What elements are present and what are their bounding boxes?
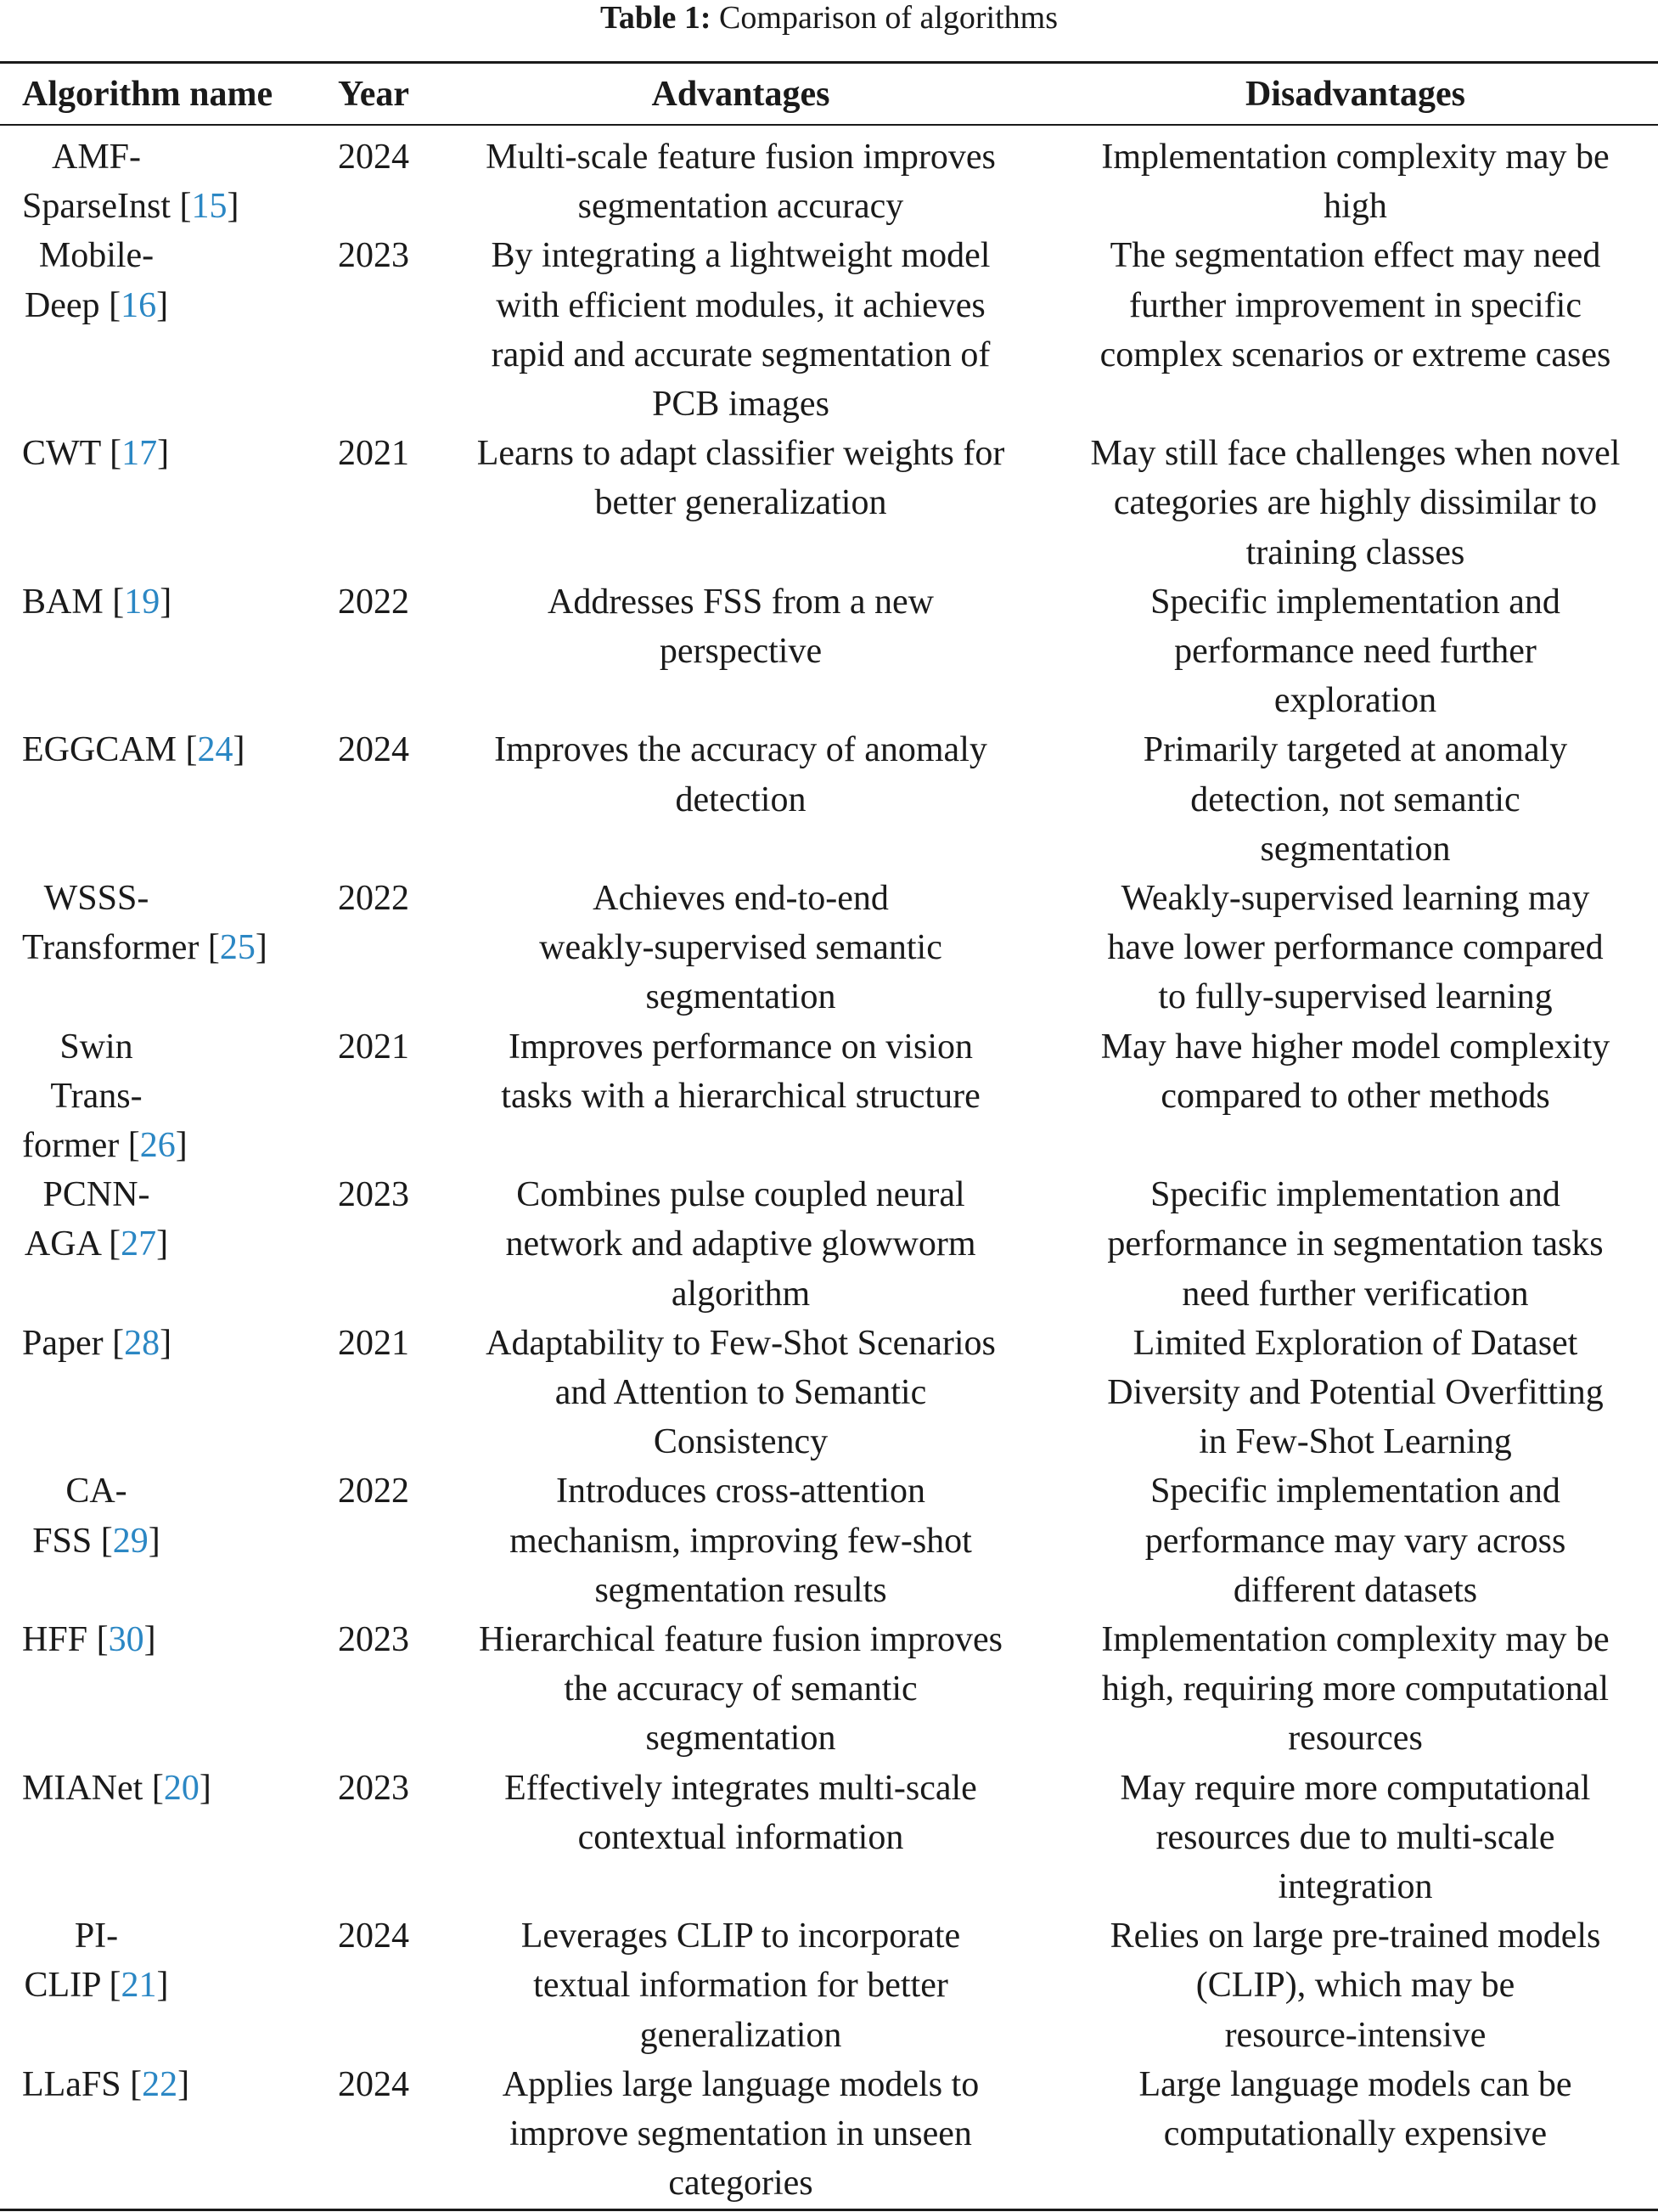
algorithm-name-cell: Swin Trans- former [26] bbox=[22, 1027, 188, 1165]
advantages-cell bbox=[441, 231, 1040, 429]
disadvantages-cell bbox=[1053, 1911, 1658, 2060]
algorithm-name-text: Deep bbox=[24, 285, 100, 325]
table-row bbox=[0, 1764, 1658, 1912]
disadvantages-line: The segmentation effect may need bbox=[1110, 236, 1601, 276]
table-row bbox=[0, 429, 1658, 577]
advantages-line: perspective bbox=[659, 631, 823, 671]
advantages-cell bbox=[441, 1022, 1040, 1121]
header-year: Year bbox=[338, 75, 409, 114]
disadvantages-cell bbox=[1053, 577, 1658, 726]
advantages-line: Combines pulse coupled neural bbox=[516, 1175, 965, 1215]
disadvantages-line: performance may vary across bbox=[1144, 1521, 1566, 1561]
disadvantages-line: Specific implementation and bbox=[1150, 1175, 1560, 1215]
citation-link[interactable]: 27 bbox=[121, 1224, 157, 1264]
year-cell: 2023 bbox=[338, 1619, 409, 1659]
citation-link[interactable]: 22 bbox=[142, 2064, 178, 2104]
algorithm-name-cell: MIANet [20] bbox=[22, 1768, 211, 1808]
table-caption bbox=[0, 0, 1658, 36]
year-cell: 2024 bbox=[338, 2064, 409, 2104]
advantages-line: Effectively integrates multi-scale bbox=[504, 1768, 977, 1808]
advantages-line: Hierarchical feature fusion improves bbox=[479, 1619, 1003, 1659]
disadvantages-line: resources bbox=[1288, 1719, 1423, 1759]
year-cell: 2022 bbox=[338, 878, 409, 918]
disadvantages-line: performance in segmentation tasks bbox=[1107, 1224, 1604, 1264]
advantages-line: Consistency bbox=[653, 1422, 829, 1462]
algorithm-name-cell: CA- FSS [29] bbox=[32, 1472, 160, 1561]
disadvantages-line: May have higher model complexity bbox=[1100, 1027, 1610, 1067]
algorithm-name-text: LLaFS bbox=[22, 2064, 121, 2104]
advantages-line: segmentation bbox=[645, 1719, 836, 1759]
disadvantages-line: need further verification bbox=[1182, 1274, 1529, 1314]
year-cell: 2022 bbox=[338, 582, 409, 622]
advantages-line: with efficient modules, it achieves bbox=[496, 285, 986, 325]
algorithm-name-text: PI- bbox=[74, 1917, 119, 1956]
algorithm-name-text: WSSS- bbox=[43, 878, 149, 918]
algorithm-name-cell: Paper [28] bbox=[22, 1323, 172, 1363]
disadvantages-line: Large language models can be bbox=[1138, 2064, 1572, 2104]
disadvantages-line: resource-intensive bbox=[1224, 2015, 1487, 2055]
disadvantages-line: high bbox=[1324, 187, 1387, 227]
disadvantages-cell bbox=[1053, 132, 1658, 231]
advantages-line: tasks with a hierarchical structure bbox=[501, 1076, 981, 1116]
table-row bbox=[0, 874, 1658, 1022]
disadvantages-line: high, requiring more computational bbox=[1101, 1669, 1610, 1709]
disadvantages-cell bbox=[1053, 1022, 1658, 1121]
citation-link[interactable]: 16 bbox=[121, 285, 157, 325]
algorithm-name-cell: HFF [30] bbox=[22, 1619, 156, 1659]
algorithm-name-cell: Mobile- Deep [16] bbox=[24, 236, 169, 325]
disadvantages-line: detection, not semantic bbox=[1190, 780, 1520, 819]
advantages-line: Applies large language models to bbox=[502, 2064, 980, 2104]
advantages-line: weakly-supervised semantic bbox=[539, 928, 942, 968]
citation-link[interactable]: 25 bbox=[219, 928, 256, 968]
disadvantages-line: Implementation complexity may be bbox=[1101, 138, 1610, 177]
table-row bbox=[0, 1615, 1658, 1764]
advantages-cell bbox=[441, 1764, 1040, 1862]
table-row bbox=[0, 577, 1658, 726]
disadvantages-line: resources due to multi-scale bbox=[1155, 1817, 1555, 1857]
algorithm-name-text: FSS bbox=[32, 1521, 93, 1561]
advantages-line: Introduces cross-attention bbox=[555, 1472, 926, 1511]
table-row bbox=[0, 1170, 1658, 1319]
advantages-line: segmentation results bbox=[594, 1570, 887, 1610]
top-rule bbox=[0, 61, 1658, 64]
advantages-line: contextual information bbox=[577, 1817, 904, 1857]
disadvantages-line: Implementation complexity may be bbox=[1101, 1619, 1610, 1659]
citation-link[interactable]: 28 bbox=[124, 1323, 160, 1363]
advantages-line: Improves performance on vision bbox=[508, 1027, 973, 1067]
disadvantages-line: Specific implementation and bbox=[1150, 582, 1560, 622]
advantages-cell bbox=[441, 132, 1040, 231]
algorithm-name-text: AMF- bbox=[51, 138, 142, 177]
table-row bbox=[0, 725, 1658, 874]
advantages-line: segmentation accuracy bbox=[577, 187, 904, 227]
disadvantages-line: Primarily targeted at anomaly bbox=[1143, 730, 1568, 770]
advantages-cell bbox=[441, 1170, 1040, 1319]
disadvantages-line: complex scenarios or extreme cases bbox=[1099, 335, 1611, 374]
advantages-line: generalization bbox=[639, 2015, 842, 2055]
disadvantages-line: exploration bbox=[1273, 681, 1437, 721]
disadvantages-cell bbox=[1053, 231, 1658, 380]
disadvantages-line: in Few-Shot Learning bbox=[1199, 1422, 1512, 1462]
year-cell: 2024 bbox=[338, 1917, 409, 1956]
advantages-line: Addresses FSS from a new bbox=[548, 582, 934, 622]
advantages-line: Adaptability to Few-Shot Scenarios bbox=[486, 1323, 996, 1363]
table-body bbox=[0, 132, 1658, 2208]
bottom-rule bbox=[0, 2209, 1658, 2211]
algorithm-name-text: Trans- bbox=[50, 1076, 143, 1116]
advantages-line: Learns to adapt classifier weights for bbox=[476, 434, 1005, 474]
advantages-line: detection bbox=[675, 780, 807, 819]
algorithm-name-text: Transformer bbox=[22, 928, 200, 968]
advantages-line: Improves the accuracy of anomaly bbox=[494, 730, 987, 770]
citation-link[interactable]: 24 bbox=[197, 730, 233, 770]
disadvantages-line: integration bbox=[1278, 1866, 1433, 1906]
algorithm-name-text: CWT bbox=[22, 434, 101, 474]
table-row bbox=[0, 1022, 1658, 1171]
disadvantages-line: further improvement in specific bbox=[1129, 285, 1582, 325]
advantages-line: Leverages CLIP to incorporate bbox=[520, 1917, 961, 1956]
year-cell: 2024 bbox=[338, 730, 409, 770]
algorithm-name-cell: PCNN- AGA [27] bbox=[24, 1175, 169, 1264]
table-caption-label: Table 1: bbox=[599, 0, 711, 36]
algorithm-name-text: BAM bbox=[22, 582, 104, 622]
disadvantages-line: Diversity and Potential Overfitting bbox=[1107, 1372, 1604, 1412]
citation-link[interactable]: 30 bbox=[108, 1619, 144, 1659]
table-row bbox=[0, 132, 1658, 231]
advantages-line: better generalization bbox=[594, 483, 887, 523]
advantages-line: network and adaptive glowworm bbox=[505, 1224, 976, 1264]
algorithm-name-cell: EGGCAM [24] bbox=[22, 730, 245, 770]
advantages-line: algorithm bbox=[671, 1274, 811, 1314]
disadvantages-cell bbox=[1053, 1764, 1658, 1912]
algorithm-name-text: HFF bbox=[22, 1619, 88, 1659]
year-cell: 2023 bbox=[338, 1768, 409, 1808]
disadvantages-line: Relies on large pre-trained models bbox=[1110, 1917, 1601, 1956]
citation-link[interactable]: 21 bbox=[121, 1966, 157, 2006]
algorithm-name-text: PCNN- bbox=[42, 1175, 150, 1215]
advantages-line: mechanism, improving few-shot bbox=[509, 1521, 972, 1561]
advantages-line: improve segmentation in unseen bbox=[509, 2114, 972, 2153]
advantages-cell bbox=[441, 1319, 1040, 1467]
disadvantages-line: Limited Exploration of Dataset bbox=[1132, 1323, 1578, 1363]
algorithm-name-text: Paper bbox=[22, 1323, 104, 1363]
advantages-cell bbox=[441, 2060, 1040, 2209]
algorithm-name-text: EGGCAM bbox=[22, 730, 177, 770]
advantages-line: rapid and accurate segmentation of bbox=[491, 335, 991, 374]
algorithm-name-text: MIANet bbox=[22, 1768, 143, 1808]
disadvantages-line: May require more computational bbox=[1120, 1768, 1591, 1808]
year-cell: 2021 bbox=[338, 1027, 409, 1067]
header-rule bbox=[0, 124, 1658, 126]
disadvantages-line: Specific implementation and bbox=[1150, 1472, 1560, 1511]
table-row bbox=[0, 231, 1658, 429]
advantages-cell bbox=[441, 874, 1040, 1022]
header-algorithm-name: Algorithm name bbox=[22, 75, 273, 114]
disadvantages-cell bbox=[1053, 874, 1658, 1022]
algorithm-name-text: former bbox=[22, 1125, 120, 1165]
algorithm-name-cell: PI- CLIP [21] bbox=[24, 1917, 169, 2006]
header-disadvantages: Disadvantages bbox=[1245, 75, 1466, 114]
disadvantages-line: performance need further bbox=[1174, 631, 1537, 671]
advantages-line: and Attention to Semantic bbox=[554, 1372, 927, 1412]
algorithm-name-text: Swin bbox=[59, 1027, 133, 1067]
algorithm-name-cell: CWT [17] bbox=[22, 434, 170, 474]
citation-link[interactable]: 29 bbox=[112, 1521, 149, 1561]
disadvantages-cell bbox=[1053, 429, 1658, 577]
table-row bbox=[0, 1911, 1658, 2060]
algorithm-name-cell: AMF- SparseInst [15] bbox=[22, 138, 239, 227]
disadvantages-line: segmentation bbox=[1260, 829, 1451, 869]
table-header bbox=[0, 68, 1658, 121]
table-row bbox=[0, 2060, 1658, 2209]
advantages-line: By integrating a lightweight model bbox=[491, 236, 991, 276]
table-row bbox=[0, 1319, 1658, 1467]
advantages-line: Achieves end-to-end bbox=[593, 878, 889, 918]
disadvantages-line: May still face challenges when novel bbox=[1090, 434, 1621, 474]
disadvantages-cell bbox=[1053, 1170, 1658, 1319]
disadvantages-line: computationally expensive bbox=[1163, 2114, 1548, 2153]
disadvantages-line: training classes bbox=[1245, 532, 1465, 572]
disadvantages-line: (CLIP), which may be bbox=[1195, 1966, 1515, 2006]
advantages-cell bbox=[441, 429, 1040, 527]
year-cell: 2021 bbox=[338, 434, 409, 474]
citation-link[interactable]: 19 bbox=[124, 582, 160, 622]
advantages-cell bbox=[441, 1615, 1040, 1764]
algorithm-name-cell: LLaFS [22] bbox=[22, 2064, 190, 2104]
disadvantages-cell bbox=[1053, 1615, 1658, 1764]
algorithm-name-text: AGA bbox=[24, 1224, 100, 1264]
advantages-line: PCB images bbox=[652, 385, 829, 424]
algorithm-name-text: SparseInst bbox=[22, 187, 171, 227]
year-cell: 2022 bbox=[338, 1472, 409, 1511]
algorithm-name-text: CA- bbox=[65, 1472, 127, 1511]
advantages-line: categories bbox=[668, 2164, 813, 2204]
year-cell: 2023 bbox=[338, 236, 409, 276]
advantages-cell bbox=[441, 1911, 1040, 2060]
disadvantages-line: to fully-supervised learning bbox=[1158, 977, 1553, 1017]
algorithm-name-text: Mobile- bbox=[38, 236, 155, 276]
disadvantages-line: Weakly-supervised learning may bbox=[1121, 878, 1590, 918]
table-caption-text: Comparison of algorithms bbox=[719, 0, 1059, 36]
citation-link[interactable]: 17 bbox=[121, 434, 158, 474]
disadvantages-line: compared to other methods bbox=[1161, 1076, 1550, 1116]
disadvantages-line: categories are highly dissimilar to bbox=[1113, 483, 1598, 523]
disadvantages-cell bbox=[1053, 1319, 1658, 1467]
advantages-cell bbox=[441, 577, 1040, 676]
algorithm-name-cell: BAM [19] bbox=[22, 582, 172, 622]
year-cell: 2023 bbox=[338, 1175, 409, 1215]
advantages-line: Multi-scale feature fusion improves bbox=[486, 138, 996, 177]
year-cell: 2024 bbox=[338, 138, 409, 177]
advantages-line: the accuracy of semantic bbox=[564, 1669, 918, 1709]
advantages-cell bbox=[441, 725, 1040, 824]
citation-link[interactable]: 15 bbox=[191, 187, 228, 227]
disadvantages-cell bbox=[1053, 1466, 1658, 1615]
advantages-line: segmentation bbox=[645, 977, 836, 1017]
algorithm-name-text: CLIP bbox=[24, 1966, 100, 2006]
disadvantages-line: different datasets bbox=[1233, 1570, 1478, 1610]
algorithm-name-cell: WSSS- Transformer [25] bbox=[22, 878, 267, 968]
citation-link[interactable]: 26 bbox=[139, 1125, 176, 1165]
header-advantages: Advantages bbox=[651, 75, 830, 114]
advantages-cell bbox=[441, 1466, 1040, 1615]
disadvantages-cell bbox=[1053, 725, 1658, 874]
year-cell: 2021 bbox=[338, 1323, 409, 1363]
advantages-line: textual information for better bbox=[533, 1966, 948, 2006]
table-row bbox=[0, 1466, 1658, 1615]
disadvantages-line: have lower performance compared bbox=[1107, 928, 1604, 968]
disadvantages-cell bbox=[1053, 2060, 1658, 2159]
citation-link[interactable]: 20 bbox=[163, 1768, 200, 1808]
